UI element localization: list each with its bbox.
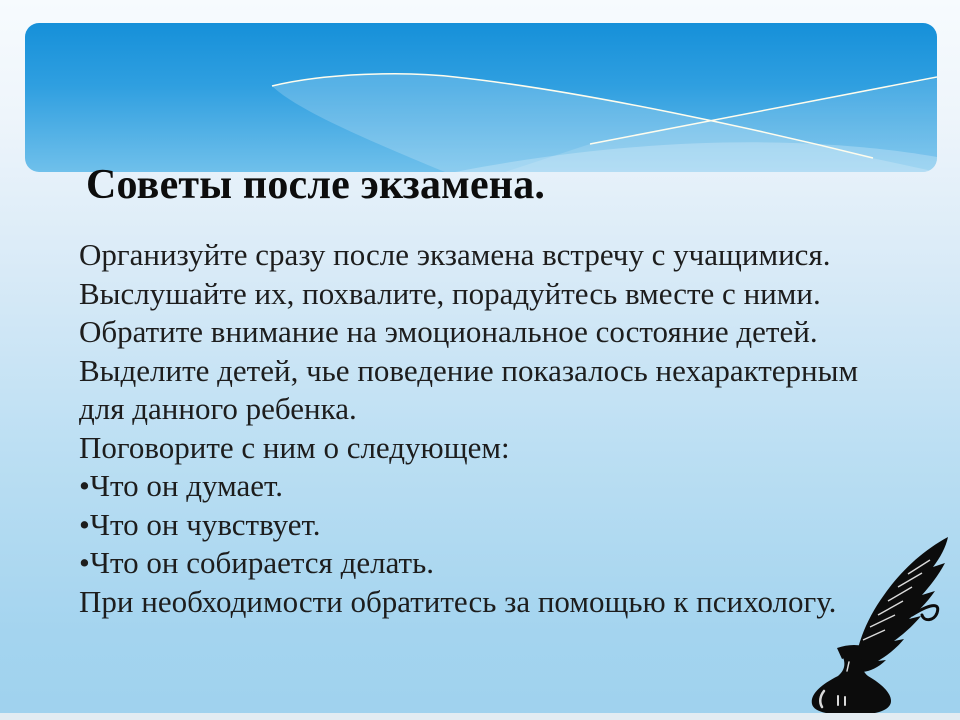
- slide-title: Советы после экзамена.: [86, 162, 546, 208]
- banner-swoosh-decoration: [25, 23, 937, 172]
- body-line: При необходимости обратитесь за помощью к психологу.: [79, 583, 837, 619]
- quill-inkwell-svg: [800, 527, 960, 717]
- bottom-edge-strip: [0, 713, 960, 720]
- body-line: Выделите детей, чье поведение показалось нехарактерным: [79, 352, 859, 388]
- body-line: Обратите внимание на эмоциональное состояние детей.: [79, 314, 818, 349]
- body-line: Выслушайте их, похвалите, порадуйтесь вместе с ними.: [79, 275, 821, 311]
- header-banner: [25, 23, 937, 172]
- body-line: для данного ребенка.: [79, 391, 357, 426]
- body-text-block: [79, 236, 909, 621]
- body-line bullet-line: •Что он чувствует.: [79, 506, 321, 542]
- body-line: Организуйте сразу после экзамена встречу с учащимися.: [79, 237, 831, 272]
- body-line bullet-line: •Что он думает.: [79, 468, 283, 503]
- body-line: Поговорите с ним о следующем:: [79, 429, 510, 465]
- quill-and-inkwell-icon: [800, 527, 960, 717]
- body-line bullet-line: •Что он собирается делать.: [79, 545, 434, 580]
